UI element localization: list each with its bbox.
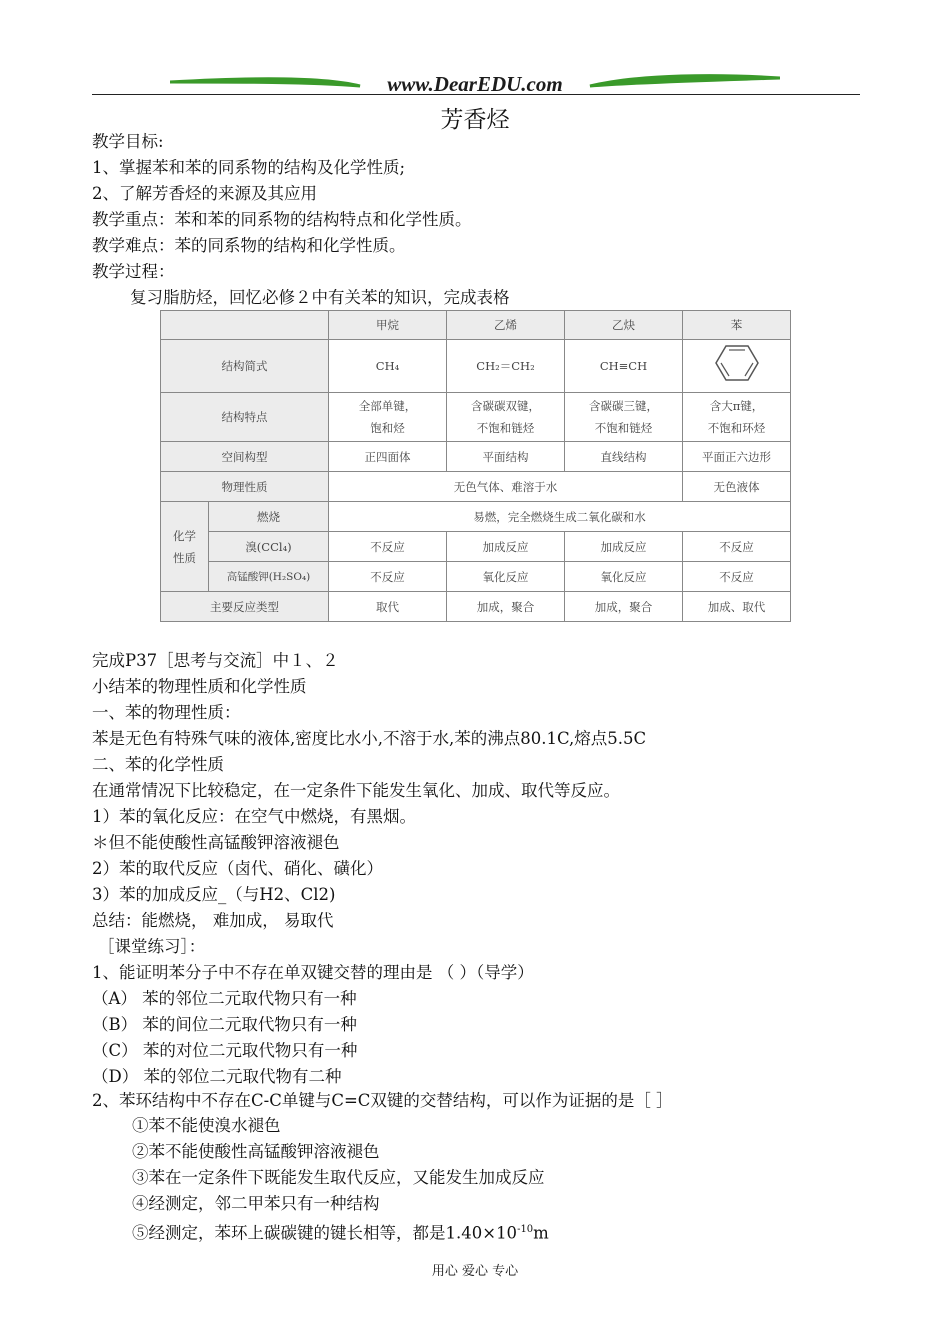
intro-line: 1、掌握苯和苯的同系物的结构及化学性质; (92, 158, 406, 177)
table-cell: 加成反应 (447, 532, 565, 562)
option-line: （C） 苯的对位二元取代物只有一种 (92, 1041, 358, 1060)
header-rule (92, 94, 860, 95)
table-cell: 不反应 (329, 562, 447, 592)
comparison-table (160, 310, 791, 622)
cell-line: 含碳碳三键， (589, 399, 658, 413)
intro-line: 2、了解芳香烃的来源及其应用 (92, 184, 317, 203)
table-cell: CH₄ (329, 340, 447, 393)
table-cell: 直线结构 (565, 442, 683, 472)
body-line: 2）苯的取代反应（卤代、硝化、磺化） (92, 859, 383, 878)
row-label: 燃烧 (209, 502, 329, 532)
cell-line: 含大π键， (709, 399, 764, 413)
evidence-line: ③苯在一定条件下既能发生取代反应，又能发生加成反应 (132, 1168, 545, 1187)
body-line: 在通常情况下比较稳定，在一定条件下能发生氧化、加成、取代等反应。 (92, 781, 620, 800)
table-header-cell (161, 311, 329, 340)
intro-line: 教学目标: (92, 132, 164, 151)
row-label: 结构简式 (161, 340, 329, 393)
cell-line: 饱和烃 (370, 421, 405, 435)
table-row (161, 532, 791, 562)
table-cell: 平面正六边形 (683, 442, 791, 472)
option-line: （A） 苯的邻位二元取代物只有一种 (92, 989, 357, 1008)
table-row (161, 393, 791, 442)
table-cell: 正四面体 (329, 442, 447, 472)
evidence-unit: m (533, 1223, 549, 1243)
row-group-label (161, 502, 209, 592)
intro-line: 教学难点：苯的同系物的结构和化学性质。 (92, 236, 406, 255)
table-row (161, 340, 791, 393)
site-logo-text: www.DearEDU.com (387, 72, 563, 96)
body-line: 1）苯的氧化反应：在空气中燃烧，有黑烟。 (92, 807, 416, 826)
table-cell: 取代 (329, 592, 447, 622)
table-cell: 无色液体 (683, 472, 791, 502)
table-cell (683, 393, 791, 442)
body-line: ［课堂练习］： (98, 937, 206, 956)
body-line: 完成P37［思考与交流］中１、２ (92, 651, 339, 670)
question-line: 1、能证明苯分子中不存在单双键交替的理由是 （ ）（导学） (92, 963, 534, 982)
table-cell: 易燃，完全燃烧生成二氧化碳和水 (329, 502, 791, 532)
table-cell (329, 393, 447, 442)
table-cell: 加成，聚合 (565, 592, 683, 622)
table-cell: 加成、取代 (683, 592, 791, 622)
row-label: 空间构型 (161, 442, 329, 472)
table-cell: 氧化反应 (447, 562, 565, 592)
cell-line: 不饱和链烃 (476, 421, 535, 435)
cell-line: 不饱和环烃 (707, 421, 766, 435)
evidence-line: ④经测定，邻二甲苯只有一种结构 (132, 1194, 380, 1213)
row-label: 主要反应类型 (161, 592, 329, 622)
page-title: 芳香烃 (440, 107, 510, 133)
benzene-structure-cell (683, 340, 791, 393)
body-line: 一、苯的物理性质： (92, 703, 241, 722)
table-row (161, 442, 791, 472)
table-cell: 不反应 (683, 562, 791, 592)
table-cell: 加成反应 (565, 532, 683, 562)
row-label: 溴(CCl₄) (209, 532, 329, 562)
body-line: 二、苯的化学性质 (92, 755, 224, 774)
row-label: 结构特点 (161, 393, 329, 442)
row-label: 高锰酸钾(H₂SO₄) (209, 562, 329, 592)
intro-line: 教学过程： (92, 262, 175, 281)
table-header-cell: 乙炔 (565, 311, 683, 340)
table-row (161, 562, 791, 592)
benzene-ring-icon (715, 343, 759, 383)
cell-line: 含碳碳双键， (471, 399, 540, 413)
table-header-row (161, 311, 791, 340)
table-header-cell: 甲烷 (329, 311, 447, 340)
table-cell: 氧化反应 (565, 562, 683, 592)
page-footer: 用心 爱心 专心 (431, 1264, 519, 1279)
evidence-exponent: -10 (517, 1224, 534, 1235)
evidence-text: ⑤经测定，苯环上碳碳键的键长相等，都是1.40×10 (132, 1223, 518, 1243)
group-label-line: 性质 (173, 550, 196, 565)
option-line: （B） 苯的间位二元取代物只有一种 (92, 1015, 357, 1034)
table-cell: 不反应 (683, 532, 791, 562)
body-line: 3）苯的加成反应_（与H2、Cl2) (92, 885, 336, 904)
body-line: 总结：能燃烧， 难加成， 易取代 (92, 911, 334, 930)
review-line: 复习脂肪烃，回忆必修２中有关苯的知识，完成表格 (130, 288, 510, 307)
cell-line: 不饱和链烃 (594, 421, 653, 435)
table-cell: CH₂＝CH₂ (447, 340, 565, 393)
row-label: 物理性质 (161, 472, 329, 502)
evidence-line (132, 1219, 549, 1245)
evidence-line: ①苯不能使溴水褪色 (132, 1116, 281, 1135)
site-logo (170, 68, 780, 100)
table-cell: 加成，聚合 (447, 592, 565, 622)
table-cell (447, 393, 565, 442)
table-header-cell: 乙烯 (447, 311, 565, 340)
table-cell: 平面结构 (447, 442, 565, 472)
table-cell: 不反应 (329, 532, 447, 562)
table-row (161, 502, 791, 532)
table-row (161, 472, 791, 502)
body-line: 小结苯的物理性质和化学性质 (92, 677, 307, 696)
table-cell: CH≡CH (565, 340, 683, 393)
question-line: 2、苯环结构中不存在C-C单键与C=C双键的交替结构，可以作为证据的是［ ］ (92, 1091, 673, 1110)
table-header-cell: 苯 (683, 311, 791, 340)
table-cell (565, 393, 683, 442)
body-line: ＊但不能使酸性高锰酸钾溶液褪色 (92, 833, 340, 852)
intro-line: 教学重点：苯和苯的同系物的结构特点和化学性质。 (92, 210, 472, 229)
evidence-line: ②苯不能使酸性高锰酸钾溶液褪色 (132, 1142, 380, 1161)
group-label-line: 化学 (173, 528, 196, 543)
body-line: 苯是无色有特殊气味的液体,密度比水小,不溶于水,苯的沸点80.1C,熔点5.5C (92, 729, 647, 748)
table-row (161, 592, 791, 622)
table-cell: 无色气体、难溶于水 (329, 472, 683, 502)
option-line: （D） 苯的邻位二元取代物有二种 (92, 1067, 342, 1086)
cell-line: 全部单键， (358, 399, 417, 413)
